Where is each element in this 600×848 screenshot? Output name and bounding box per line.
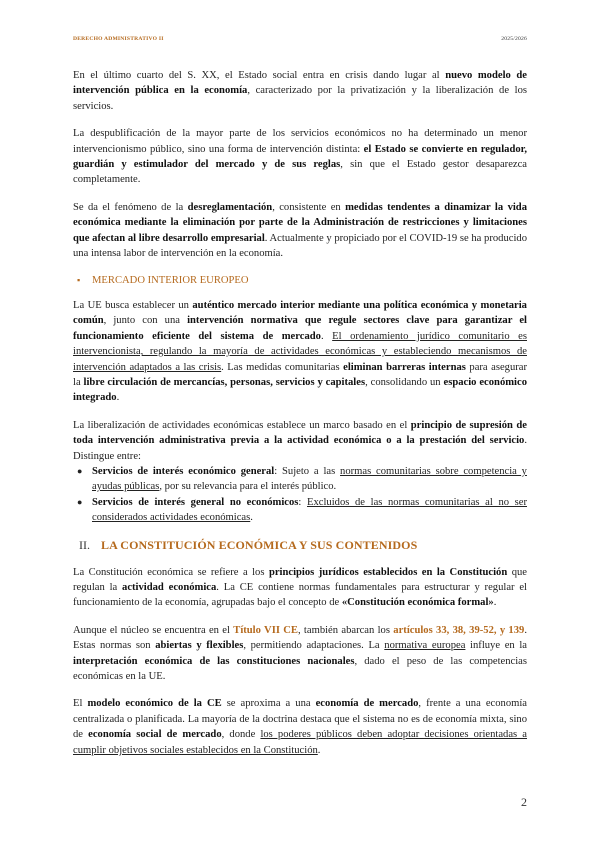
- academic-year: 2025/2026: [501, 36, 527, 42]
- paragraph-3: Se da el fenómeno de la desreglamentación, consistente en medidas tendentes a dinamizar la vida económica mediante la eliminación por parte de la Administración de restricciones y limitaciones que afectan al libre desarrollo empresarial. Actualmente y propiciado por el COVID-19 se ha producido una intensa labor de intervención en la economía.: [73, 201, 527, 260]
- paragraph-2: La despublificación de la mayor parte de los servicios económicos no ha determinado un menor intervencionismo público, sino una forma de intervención distinta: el Estado se convierte en regulador, guardián y estimulador del mercado y de sus reglas, sin que el Estado gestor desaparezca completamente.: [73, 128, 528, 186]
- course-title: DERECHO ADMINISTRATIVO II: [73, 36, 164, 42]
- section-title: LA CONSTITUCIÓN ECONÓMICA Y SUS CONTENIDOS: [101, 537, 418, 552]
- paragraph-8: El modelo económico de la CE se aproxima a una economía de mercado, frente a una economía centralizada o planificada. La mayoría de la doctrina destaca que el sistema no es de economía mixta, sino de economía social de mercado, donde los poderes públicos deben adoptar decisiones orientadas a cumplir objetivos sociales establecidos en la Constitución.: [73, 698, 527, 756]
- list-item: ● Servicios de interés económico general: Sujeto a las normas comunitarias sobre competencia y ayudas públicas, por su relevancia para el interés público.: [73, 464, 527, 495]
- paragraph-5: La liberalización de actividades económicas establece un marco basado en el principio de supresión de toda intervención administrativa previa a la actividad económica o a la prestación del servicio. Distingue entre:: [73, 419, 528, 462]
- bullet-icon: ●: [77, 465, 83, 476]
- paragraph-4: La UE busca establecer un auténtico mercado interior mediante una política económica y monetaria común, junto con una intervención normativa que regule sectores clave para garantizar el funcionamiento eficiente del sistema de mercado. El ordenamiento jurídico comunitario es intervencionista, regulando la mayoría de actividades económicas y estableciendo mecanismos de intervención adaptados a las crisis. Las medidas comunitarias eliminan barreras internas para asegurar la libre circulación de mercancías, personas, servicios y capitales, consolidando un espacio económico integrado.: [73, 299, 528, 404]
- subheading-label: MERCADO INTERIOR EUROPEO: [92, 275, 249, 287]
- section-heading: [73, 538, 527, 553]
- list-item: ● Servicios de interés general no económicos: Excluidos de las normas comunitarias al no ser considerados actividades económicas.: [73, 495, 527, 526]
- subheading-mercado-interior: [73, 273, 527, 288]
- bullet-icon: ●: [77, 496, 83, 507]
- paragraph-7: Aunque el núcleo se encuentra en el Título VII CE, también abarcan los artículos 33, 38, 39-52, y 139. Estas normas son abiertas y flexibles, permitiendo adaptaciones. La normativa europea influye en la interpretación económica de las constituciones nacionales, dado el peso de las competencias económicas en la UE.: [73, 624, 527, 682]
- paragraph-6: La Constitución económica se refiere a los principios jurídicos establecidos en la Constitución que regulan la actividad económica. La CE contiene normas fundamentales para estructurar y regular el funcionamiento de la economía, agrupadas bajo el concepto de «Constitución económica formal».: [73, 566, 528, 609]
- section-number: II.: [79, 537, 90, 552]
- paragraph-1: En el último cuarto del S. XX, el Estado social entra en crisis dando lugar al nuevo modelo de intervención pública en la economía, caracterizado por la privatización y la liberalización de los servicios.: [73, 70, 528, 112]
- page-content: [73, 68, 527, 758]
- page-number: 2: [521, 795, 527, 809]
- page-header: [73, 36, 527, 42]
- square-bullet-icon: ▪: [77, 275, 81, 286]
